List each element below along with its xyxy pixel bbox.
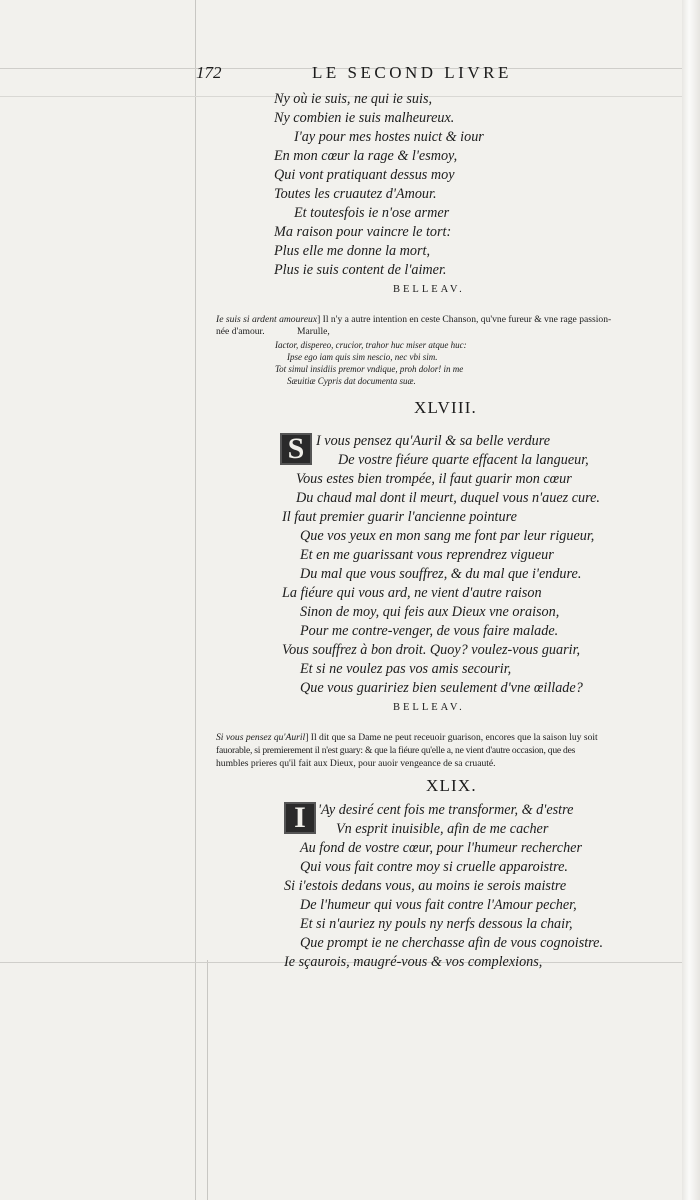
commentary-heading: BELLEAV. — [393, 702, 465, 713]
sonnet-line: Vn esprit inuisible, afin de me cacher — [336, 821, 549, 837]
sonnet-line: Vous souffrez à bon droit. Quoy? voulez-vous guarir, — [282, 642, 581, 658]
poem-line: I'ay pour mes hostes nuict & iour — [294, 129, 484, 145]
poem-line: Et toutesfois ie n'ose armer — [294, 205, 450, 221]
sonnet-line: Vous estes bien trompée, il faut guarir mon cœur — [296, 471, 572, 487]
commentary-source: Marulle, — [297, 326, 330, 337]
dropcap-letter: I — [284, 802, 316, 834]
commentary-line: humbles prieres qu'il fait aux Dieux, pour auoir vengeance de sa cruauté. — [216, 758, 496, 769]
page-number: 172 — [196, 63, 222, 82]
commentary-line: ] Il n'y a autre intention en ceste Chanson, qu'vne fureur & vne rage passion- — [317, 314, 612, 325]
poem-line: Plus elle me donne la mort, — [274, 243, 431, 259]
dropcap-letter: S — [280, 433, 312, 465]
commentary-lemma: Si vous pensez qu'Auril — [216, 732, 306, 743]
sonnet-line: Que prompt ie ne cherchasse afin de vous cognoistre. — [300, 935, 603, 951]
sonnet-line: Du mal que vous souffrez, & du mal que i'endure. — [300, 566, 582, 582]
sonnet-line: Il faut premier guarir l'ancienne pointure — [282, 509, 517, 525]
sonnet-line: La fiéure qui vous ard, ne vient d'autre raison — [282, 585, 542, 601]
sonnet-line: Et si ne voulez pas vos amis secourir, — [300, 661, 512, 677]
commentary-text — [216, 313, 611, 326]
sonnet-line: Pour me contre-venger, de vous faire malade. — [300, 623, 559, 639]
poem-line: Toutes les cruautez d'Amour. — [274, 186, 437, 202]
sonnet-line: Si i'estois dedans vous, au moins ie serois maistre — [284, 878, 567, 894]
sonnet-line: Ie sçaurois, maugré-vous & vos complexions, — [284, 954, 543, 970]
sonnet-number: XLIX. — [426, 776, 477, 795]
poem-line: Plus ie suis content de l'aimer. — [274, 262, 447, 278]
sonnet-line: Au fond de vostre cœur, pour l'humeur rechercher — [300, 840, 583, 856]
commentary-text — [216, 325, 265, 338]
poem-line: Ny combien ie suis malheureux. — [274, 110, 455, 126]
page-edge — [682, 0, 700, 1200]
sonnet-line: Qui vous fait contre moy si cruelle apparoistre. — [300, 859, 568, 875]
poem-line: Ny où ie suis, ne qui ie suis, — [274, 91, 433, 107]
poem-line: Qui vont pratiquant dessus moy — [274, 167, 455, 183]
commentary-lemma: Ie suis si ardent amoureux — [216, 314, 318, 325]
commentary-line: née d'amour. — [216, 326, 265, 337]
latin-quote-line: Sæuitiæ Cypris dat documenta suæ. — [287, 376, 416, 386]
scan-fold-line — [195, 0, 196, 1200]
latin-quote-line: Ipse ego iam quis sim nescio, nec vbi sim. — [287, 352, 438, 362]
poem-line: Ma raison pour vaincre le tort: — [274, 224, 452, 240]
scan-fold-line-lower — [207, 960, 208, 1200]
commentary-text — [216, 731, 598, 744]
running-title: LE SECOND LIVRE — [312, 63, 512, 82]
sonnet-first-line: 'Ay desiré cent fois me transformer, & d'estre — [318, 802, 574, 818]
sonnet-line: De l'humeur qui vous fait contre l'Amour pecher, — [300, 897, 577, 913]
latin-quote-line: Tot simul insidiis premor vndique, proh dolor! in me — [275, 364, 464, 374]
sonnet-first-line: I vous pensez qu'Auril & sa belle verdure — [316, 433, 551, 449]
sonnet-line: De vostre fiéure quarte effacent la langueur, — [338, 452, 589, 468]
sonnet-line: Et en me guarissant vous reprendrez vigueur — [300, 547, 554, 563]
commentary-heading: BELLEAV. — [393, 284, 465, 295]
sonnet-line: Et si n'auriez ny pouls ny nerfs dessous la chair, — [300, 916, 573, 932]
poem-line: En mon cœur la rage & l'esmoy, — [274, 148, 458, 164]
sonnet-line: Du chaud mal dont il meurt, duquel vous n'auez cure. — [296, 490, 600, 506]
sonnet-line: Que vos yeux en mon sang me font par leur rigueur, — [300, 528, 595, 544]
sonnet-number: XLVIII. — [414, 398, 478, 417]
commentary-line: fauorable, si premierement il n'est guary: & que la fiéure qu'elle a, ne vient d'autre occasion, que des — [216, 745, 576, 756]
latin-quote-line: Iactor, dispereo, crucior, trahor huc miser atque huc: — [275, 340, 467, 350]
commentary-line: ] Il dit que sa Dame ne peut receuoir guarison, encores que la saison luy soit — [305, 732, 598, 743]
sonnet-line: Sinon de moy, qui feis aux Dieux vne oraison, — [300, 604, 560, 620]
sonnet-line: Que vous guaririez bien seulement d'vne œillade? — [300, 680, 583, 696]
